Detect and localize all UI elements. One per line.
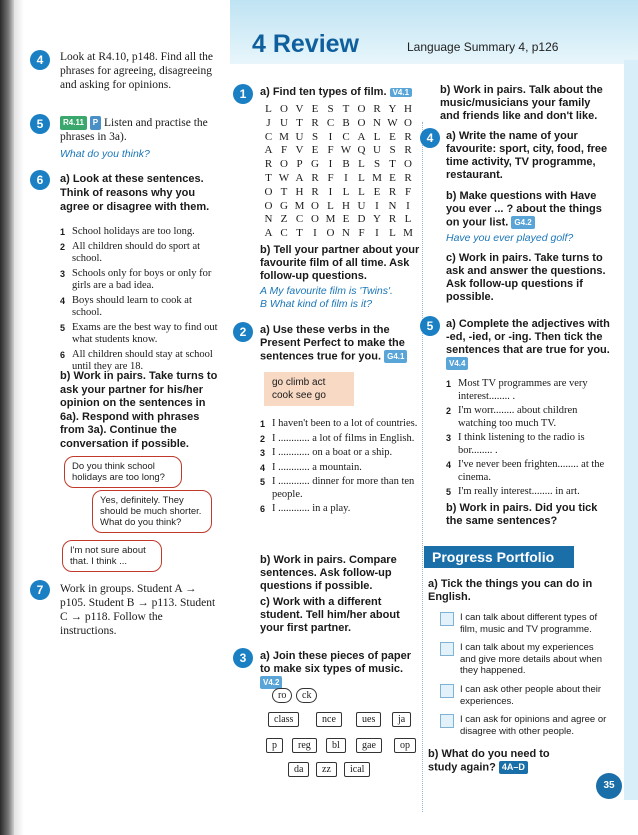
list-item: 4 Boys should learn to cook at school. <box>60 294 192 318</box>
grid-letter[interactable]: I <box>375 227 379 240</box>
grid-letter[interactable]: S <box>373 158 381 171</box>
grid-letter[interactable]: O <box>404 116 412 129</box>
review-3a-text: a) Join these pieces of paper to make six types of music. <box>260 650 411 675</box>
book-spine <box>0 0 14 835</box>
exercise-6a-text: a) Look at these sentences. Think of reasons why you agree or disagree with them. <box>60 173 210 213</box>
tick-checkbox[interactable] <box>440 684 454 698</box>
list-item: 5 I ............ dinner for more than ten people. <box>260 476 415 500</box>
grid-letter[interactable]: W <box>278 172 290 184</box>
review-3-number: 3 <box>233 648 253 668</box>
grid-letter[interactable]: A <box>264 144 273 157</box>
grid-letter[interactable]: N <box>388 199 397 212</box>
list-item: 4 I ............ a mountain. <box>260 461 362 473</box>
paper-piece[interactable]: da <box>288 762 309 777</box>
grid-letter[interactable]: O <box>280 158 288 171</box>
review-5-number: 5 <box>420 316 440 336</box>
grid-letter[interactable]: Q <box>357 144 366 157</box>
grid-letter[interactable]: A <box>357 130 366 143</box>
review-5b-text: b) Work in pairs. Did you tick the same sentences? <box>446 502 598 527</box>
review-1a-text: a) Find ten types of film. <box>260 86 387 98</box>
grid-letter[interactable]: F <box>327 144 334 157</box>
grid-letter[interactable]: T <box>296 227 303 240</box>
grid-letter[interactable]: R <box>311 185 319 198</box>
grid-letter[interactable]: M <box>279 130 289 143</box>
grid-letter[interactable]: H <box>295 185 304 198</box>
review-1-number: 1 <box>233 84 253 104</box>
paper-piece[interactable]: ja <box>392 712 411 727</box>
review-4b-block <box>446 190 614 229</box>
grid-letter[interactable]: R <box>404 172 412 184</box>
paper-piece[interactable]: reg <box>292 738 317 753</box>
word-search-grid <box>262 103 422 243</box>
exercise-4-text: Look at R4.10, p148. Find all the phrases for agreeing, disagreeing and asking for opinions. <box>60 51 214 91</box>
paper-piece[interactable]: zz <box>316 762 337 777</box>
grid-letter[interactable]: E <box>389 130 396 143</box>
grid-letter[interactable]: N <box>264 213 273 226</box>
speech-bubble-3: I'm not sure about that. I think ... <box>62 540 162 572</box>
paper-piece[interactable]: ro <box>272 688 292 703</box>
grid-letter[interactable]: U <box>280 116 288 129</box>
review-2b-text: b) Work in pairs. Compare sentences. Ask follow-up questions if possible. <box>260 554 397 592</box>
grid-letter[interactable]: O <box>404 158 412 171</box>
review-4b-text: b) Make questions with Have you ever ... ? about the things on your list. <box>446 190 602 229</box>
paper-piece[interactable]: gae <box>356 738 382 753</box>
grid-letter[interactable]: C <box>326 116 335 129</box>
grid-letter[interactable]: L <box>358 158 365 171</box>
paper-piece[interactable]: p <box>266 738 283 753</box>
list-item: 6 I ............ in a play. <box>260 503 351 514</box>
grid-letter[interactable]: V <box>295 103 304 115</box>
example-a: A My favourite film is 'Twins'. <box>260 285 393 297</box>
paper-piece[interactable]: nce <box>316 712 342 727</box>
portfolio-a-text: a) Tick the things you can do in English. <box>428 578 593 603</box>
grid-letter[interactable]: T <box>389 158 396 171</box>
grid-letter[interactable]: C <box>295 213 304 226</box>
grid-letter[interactable]: S <box>311 130 319 143</box>
grid-letter[interactable]: D <box>357 213 366 226</box>
grid-letter[interactable]: I <box>328 158 333 171</box>
review-2a-text: a) Use these verbs in the Present Perfect to make the sentences true for you. <box>260 324 405 363</box>
list-item: 1 I haven't been to a lot of countries. <box>260 418 418 429</box>
grid-letter[interactable]: R <box>388 185 397 198</box>
list-item: 5 Exams are the best way to find out what students know. <box>60 321 218 345</box>
grid-letter[interactable]: C <box>280 227 288 240</box>
grid-letter[interactable]: H <box>342 199 350 212</box>
grid-letter[interactable]: N <box>373 116 381 129</box>
review-5a-text: a) Complete the adjectives with -ed, -ied, or -ing. Then tick the sentences that are true for you. <box>446 318 610 356</box>
exercise-6-number: 6 <box>30 170 50 190</box>
list-item: 1 School holidays are too long. <box>60 226 195 237</box>
grid-letter[interactable]: M <box>372 172 382 184</box>
grid-letter[interactable]: I <box>313 227 317 240</box>
verb-box <box>264 372 354 406</box>
exercise-5-example: What do you think? <box>60 148 150 160</box>
paper-piece[interactable]: op <box>394 738 416 753</box>
page-number: 35 <box>596 773 622 799</box>
grid-letter[interactable]: S <box>389 144 396 157</box>
grid-letter[interactable]: E <box>311 144 319 157</box>
grid-letter[interactable]: P <box>296 158 303 171</box>
grid-letter[interactable]: Z <box>280 213 288 226</box>
column-divider <box>422 122 423 812</box>
exercise-5-block <box>60 116 220 144</box>
exercise-6-list <box>60 226 220 376</box>
exercise-5-number: 5 <box>30 114 50 134</box>
progress-portfolio-title: Progress Portfolio <box>424 546 574 568</box>
verbs-line-1: go climb act <box>272 377 326 388</box>
grid-letter[interactable]: O <box>311 213 319 226</box>
vocab-badge: V4.4 <box>446 357 468 370</box>
grid-letter[interactable]: I <box>328 185 333 198</box>
grid-letter[interactable]: O <box>264 185 273 198</box>
grid-letter[interactable]: L <box>342 185 350 198</box>
grid-letter[interactable]: O <box>280 103 288 115</box>
grid-letter[interactable]: F <box>327 172 334 184</box>
grid-letter[interactable]: L <box>358 172 365 184</box>
list-item: 3 Schools only for boys or only for girls are a bad idea. <box>60 267 212 291</box>
grid-letter[interactable]: Y <box>388 103 397 115</box>
grid-letter[interactable]: E <box>373 185 381 198</box>
spine-shadow <box>14 0 24 835</box>
grid-letter[interactable]: M <box>294 199 305 212</box>
grid-letter[interactable]: B <box>342 116 350 129</box>
review-5a-block <box>446 318 614 370</box>
grid-letter[interactable]: R <box>373 103 381 115</box>
grid-letter[interactable]: R <box>311 172 319 184</box>
list-item: 5 I'm really interest........ in art. <box>446 486 580 497</box>
review-1b-music-text: b) Work in pairs. Talk about the music/musicians your family and friends like and don't like. <box>440 84 603 122</box>
speech-bubble-2: Yes, definitely. They should be much shorter. What do you think? <box>92 490 212 533</box>
example-b: B What kind of film is it? <box>260 298 373 310</box>
grammar-badge: G4.1 <box>384 350 407 363</box>
grid-letter[interactable]: O <box>326 227 335 240</box>
paper-piece[interactable]: class <box>268 712 299 727</box>
grid-letter[interactable]: R <box>264 158 273 171</box>
grid-letter[interactable]: R <box>404 130 412 143</box>
paper-piece[interactable]: ical <box>344 762 370 777</box>
review-1a-block <box>260 86 412 98</box>
grid-letter[interactable]: I <box>375 199 379 212</box>
grid-letter[interactable]: H <box>404 103 412 115</box>
tick-checkbox[interactable] <box>440 714 454 728</box>
grid-letter[interactable]: L <box>389 227 396 240</box>
list-item: 2 All children should do sport at school. <box>60 240 201 264</box>
grid-letter[interactable]: S <box>327 103 334 115</box>
grid-letter[interactable]: F <box>404 185 412 198</box>
portfolio-b-block <box>428 748 578 774</box>
paper-piece[interactable]: bl <box>326 738 346 753</box>
speech-bubble-1: Do you think school holidays are too long? <box>64 456 182 488</box>
grid-letter[interactable]: V <box>295 144 304 157</box>
grid-letter[interactable]: C <box>264 130 273 143</box>
grid-letter[interactable]: B <box>342 158 350 171</box>
grid-letter[interactable]: O <box>264 199 273 212</box>
grid-letter[interactable]: N <box>342 227 350 240</box>
list-item: 3 I ............ on a boat or a ship. <box>260 447 393 458</box>
review-2-number: 2 <box>233 322 253 342</box>
exercise-6b-text: b) Work in pairs. Take turns to ask your partner for his/her opinion on the sentences in 6a). Respond with phrases from 3a). Continue the conversation if possible. <box>60 370 218 450</box>
exercise-4-number: 4 <box>30 50 50 70</box>
grid-letter[interactable]: R <box>311 116 319 129</box>
exercise-5-list <box>446 378 614 501</box>
list-item: 3 I think listening to the radio is bor........ . <box>446 432 585 456</box>
grid-letter[interactable]: G <box>311 158 319 171</box>
grid-letter[interactable]: R <box>388 213 397 226</box>
exercise-7-number: 7 <box>30 580 50 600</box>
review-4-number: 4 <box>420 128 440 148</box>
grid-letter[interactable]: J <box>266 116 271 129</box>
grid-letter[interactable]: E <box>311 103 319 115</box>
grid-letter[interactable]: U <box>295 130 304 143</box>
portfolio-item: I can ask for opinions and agree or disagree with other people. <box>460 714 607 737</box>
grid-letter[interactable]: L <box>358 185 365 198</box>
verbs-line-2: cook see go <box>272 390 326 401</box>
grid-letter[interactable]: T <box>265 172 272 184</box>
study-reference-badge[interactable]: 4A–D <box>499 761 528 774</box>
portfolio-item: I can talk about my experiences and give more details about when they happened. <box>460 642 603 676</box>
review-4c-text: c) Work in pairs. Take turns to ask and answer the questions. Ask follow-up questions if possible. <box>446 252 606 303</box>
portfolio-b-text: b) What do you need to study again? <box>428 748 550 774</box>
tick-checkbox[interactable] <box>440 642 454 656</box>
grid-letter[interactable]: G <box>280 199 288 212</box>
tick-checkbox[interactable] <box>440 612 454 626</box>
grid-letter[interactable]: R <box>404 144 412 157</box>
list-item: 2 I'm worr........ about children watching too much TV. <box>446 405 578 429</box>
grid-letter[interactable]: C <box>342 130 350 143</box>
review-4-example: Have you ever played golf? <box>446 232 574 244</box>
review-1b-text: b) Tell your partner about your favourite film of all time. Ask follow-up questions. <box>260 244 420 282</box>
grid-letter[interactable]: I <box>406 199 410 212</box>
grid-letter[interactable]: I <box>344 172 348 184</box>
exercise-5-text: Listen and practise the phrases in 3a). <box>60 117 208 144</box>
paper-piece[interactable]: ues <box>356 712 381 727</box>
exercise-7-text: Work in groups. Student A → p105. Student B → p113. Student C → p118. Follow the instructions. <box>60 583 216 637</box>
grid-letter[interactable]: M <box>325 213 336 226</box>
pronunciation-badge: P <box>90 116 101 130</box>
grid-letter[interactable]: F <box>358 227 365 240</box>
language-summary-ref: Language Summary 4, p126 <box>407 40 559 54</box>
grid-letter[interactable]: T <box>296 116 303 129</box>
grid-letter[interactable]: L <box>373 130 381 143</box>
vocab-badge: V4.1 <box>390 88 412 97</box>
grid-letter[interactable]: L <box>404 213 412 226</box>
paper-piece[interactable]: ck <box>296 688 317 703</box>
exercise-2-list <box>260 418 420 518</box>
grid-letter[interactable]: E <box>342 213 350 226</box>
right-margin-strip <box>624 60 638 800</box>
portfolio-item: I can ask other people about their experiences. <box>460 684 602 707</box>
grid-letter[interactable]: Y <box>373 213 381 226</box>
grid-letter[interactable]: W <box>340 144 352 157</box>
grid-letter[interactable]: A <box>264 227 273 240</box>
recording-badge: R4.11 <box>60 116 87 130</box>
grid-letter[interactable]: E <box>389 172 396 184</box>
review-2a-block <box>260 324 420 363</box>
portfolio-item: I can talk about different types of film, music and TV programme. <box>460 612 598 635</box>
grid-letter[interactable]: U <box>373 144 381 157</box>
grid-letter[interactable]: I <box>328 130 333 143</box>
grid-letter[interactable]: U <box>357 199 366 212</box>
grid-letter[interactable]: O <box>357 116 366 129</box>
grid-letter[interactable]: T <box>280 185 288 198</box>
page-title: 4 Review <box>252 30 360 58</box>
grid-letter[interactable]: T <box>342 103 350 115</box>
list-item: 1 Most TV programmes are very interest........ . <box>446 378 588 402</box>
list-item: 6 All children should stay at school until they are 18. <box>60 348 213 372</box>
review-3a-block <box>260 650 420 689</box>
grid-letter[interactable]: O <box>357 103 366 115</box>
grid-letter[interactable]: A <box>295 172 304 184</box>
vocab-badge: V4.2 <box>260 676 282 689</box>
review-2c-text: c) Work with a different student. Tell him/her about your first partner. <box>260 596 400 634</box>
grid-letter[interactable]: O <box>311 199 319 212</box>
review-4a-text: a) Write the name of your favourite: sport, city, food, free time activity, TV programme, restaurant. <box>446 130 608 181</box>
grammar-badge: G4.2 <box>511 216 534 229</box>
grid-letter[interactable]: F <box>280 144 288 157</box>
list-item: 4 I've never been frighten........ at the cinema. <box>446 459 605 483</box>
list-item: 2 I ............ a lot of films in English. <box>260 432 415 444</box>
grid-letter[interactable]: L <box>265 103 272 115</box>
grid-letter[interactable]: M <box>403 227 413 240</box>
grid-letter[interactable]: L <box>327 199 334 212</box>
grid-letter[interactable]: W <box>387 116 398 129</box>
